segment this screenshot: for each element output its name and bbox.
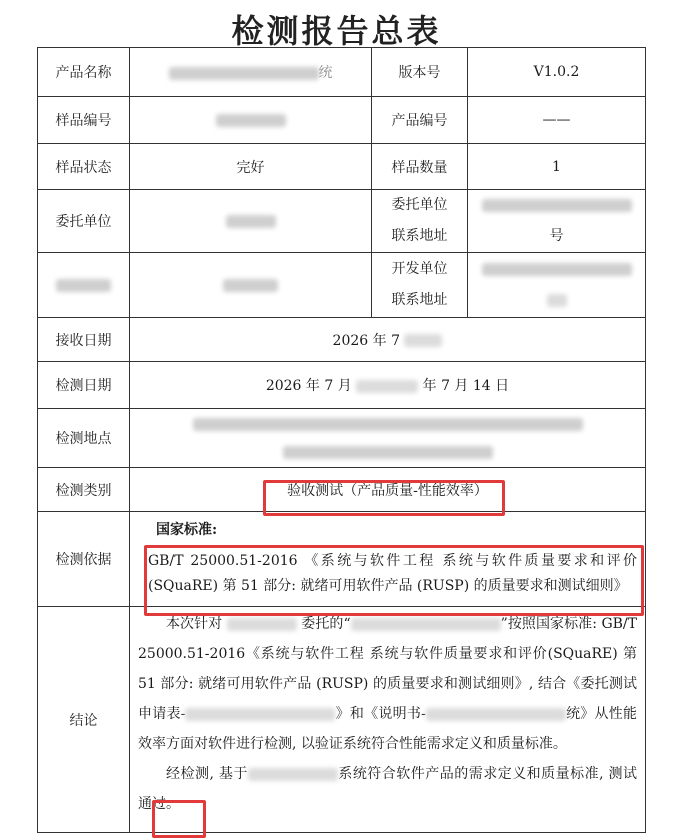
label-basis: 检测依据 — [38, 512, 130, 607]
redacted-sample-no — [216, 114, 286, 127]
redacted-conclusion-system — [248, 768, 338, 781]
redacted-developer — [223, 279, 278, 292]
label-version: 版本号 — [372, 48, 468, 97]
value-test-date: 2026 年 7 月 年 7 月 14 日 — [130, 362, 646, 409]
row-client — [38, 190, 646, 253]
row-test-place — [38, 409, 646, 468]
label-receive-date: 接收日期 — [38, 318, 130, 362]
redacted-developer-address-2 — [547, 294, 567, 307]
label-conclusion: 结论 — [38, 607, 130, 833]
row-conclusion — [38, 607, 646, 833]
report-summary-table — [37, 47, 646, 833]
value-client — [130, 190, 372, 253]
redacted-conclusion-product — [351, 618, 501, 631]
label-sample-qty: 样品数量 — [372, 144, 468, 190]
value-developer-left — [38, 253, 130, 318]
label-test-place: 检测地点 — [38, 409, 130, 468]
value-conclusion — [130, 607, 646, 833]
redacted-developer-address — [482, 263, 632, 276]
redacted-product-name — [169, 67, 319, 80]
label-client-address: 委托单位 联系地址 — [372, 190, 468, 253]
label-test-type: 检测类别 — [38, 468, 130, 512]
redacted-test-place-2 — [283, 446, 493, 459]
redacted-test-place-1 — [193, 418, 583, 431]
label-developer-address: 开发单位 联系地址 — [372, 253, 468, 318]
basis-standard: GB/T 25000.51-2016 《系统与软件工程 系统与软件质量要求和评价(SQuaRE) 第 51 部分: 就绪可用软件产品 (RUSP) 的质量要求和测试细则》 — [148, 553, 637, 594]
conclusion-paragraph-2: 经检测, 基于 系统符合软件产品的需求定义和质量标准, 测试通过。 — [138, 766, 637, 812]
value-basis — [130, 512, 646, 607]
report-title: 检测报告总表 — [231, 12, 442, 50]
row-product-name — [38, 48, 646, 97]
row-sample-state — [38, 144, 646, 190]
redacted-client — [226, 215, 276, 228]
row-basis — [38, 512, 646, 607]
redacted-conclusion-client — [227, 618, 297, 631]
label-test-date: 检测日期 — [38, 362, 130, 409]
row-test-date — [38, 362, 646, 409]
redacted-receive-date — [404, 334, 442, 347]
value-receive-date: 2026 年 7 — [130, 318, 646, 362]
value-product-no: —— — [468, 97, 646, 144]
value-sample-state: 完好 — [130, 144, 372, 190]
redacted-developer-label — [56, 279, 111, 292]
value-developer-address — [468, 253, 646, 318]
label-sample-state: 样品状态 — [38, 144, 130, 190]
value-developer — [130, 253, 372, 318]
value-test-type: 验收测试（产品质量-性能效率） — [130, 468, 646, 512]
value-version: V1.0.2 — [468, 48, 646, 97]
value-sample-no — [130, 97, 372, 144]
redacted-conclusion-form — [185, 708, 335, 721]
row-developer — [38, 253, 646, 318]
label-sample-no: 样品编号 — [38, 97, 130, 144]
label-product-name: 产品名称 — [38, 48, 130, 97]
redacted-client-address — [482, 199, 632, 212]
label-product-no: 产品编号 — [372, 97, 468, 144]
value-product-name: 统 — [130, 48, 372, 97]
row-receive-date — [38, 318, 646, 362]
redacted-test-date — [356, 380, 418, 393]
row-test-type — [38, 468, 646, 512]
redacted-conclusion-manual — [426, 708, 566, 721]
value-client-address: 号 — [468, 190, 646, 253]
conclusion-paragraph-1: 本次针对 委托的“ ”按照国家标准: GB/T 25000.51-2016《系统与软件工程 系统与软件质量要求和评价(SQuaRE) 第 51 部分: 就绪可用软件产品 (RUSP) 的质量要求和测试细则》, 结合《委托测试申请表- 》和《说明书- 统》从性能效率方面对软件进行检测, 以验证系统符合性能需求定义和质量标准。 — [138, 616, 638, 752]
basis-heading: 国家标准: — [156, 522, 218, 538]
value-sample-qty: 1 — [468, 144, 646, 190]
label-client: 委托单位 — [38, 190, 130, 253]
row-sample-no — [38, 97, 646, 144]
value-test-place — [130, 409, 646, 468]
